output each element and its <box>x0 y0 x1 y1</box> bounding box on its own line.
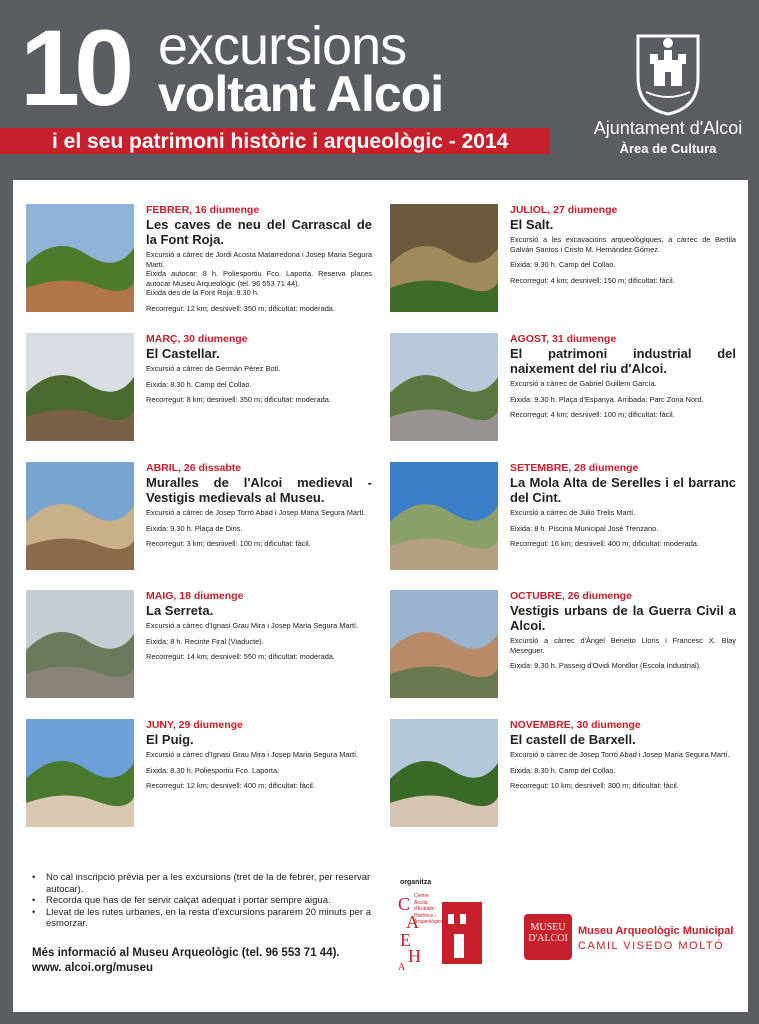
website-link[interactable]: www. alcoi.org/museu <box>32 962 153 974</box>
excursion-detail: Recorregut: 4 km; desnivell: 150 m; dificultat: fàcil. <box>510 275 675 285</box>
caehaa-line: d'Estudis <box>414 906 435 912</box>
title-number: 10 <box>20 7 129 128</box>
excursion-photo <box>26 333 134 441</box>
excursion-title: Les caves de neu del Carrascal de la Font Roja. <box>146 217 372 247</box>
museu-sub: CAMIL VISEDO MOLTÓ <box>578 940 725 952</box>
svg-text:C: C <box>398 894 411 914</box>
excursion-date: JULIOL, 27 diumenge <box>510 204 618 216</box>
excursion-text <box>146 204 372 313</box>
excursion-date: AGOST, 31 diumenge <box>510 333 617 345</box>
excursion-text <box>510 719 736 791</box>
excursion-title: La Serreta. <box>146 603 214 618</box>
excursion-detail: Recorregut: 10 km; desnivell: 300 m; dificultat: fàcil. <box>510 781 679 790</box>
excursion-date: OCTUBRE, 26 diumenge <box>510 590 632 602</box>
subtitle-band <box>0 128 550 154</box>
excursion-photo <box>390 719 498 827</box>
more-info: Més informació al Museu Arqueològic (tel. 96 553 71 44). <box>32 947 340 959</box>
organiza-label: organitza <box>400 879 432 886</box>
excursion-detail: Excursió a càrrec de Germán Pérez Botí. <box>146 364 281 373</box>
excursion-item <box>26 719 371 831</box>
caehaa-line: Alcoià <box>414 899 428 906</box>
excursion-detail: Eixida: 9.30 h. Plaça de Dins. <box>146 523 243 533</box>
excursion-date: FEBRER, 16 diumenge <box>146 204 260 216</box>
excursion-photo <box>26 204 134 312</box>
excursion-item <box>26 333 371 445</box>
excursion-item <box>390 333 735 445</box>
excursion-item <box>26 590 371 702</box>
content-panel <box>13 180 748 1012</box>
excursion-title: Muralles de l'Alcoi medieval - Vestigis medievals al Museu. <box>146 475 372 505</box>
excursion-detail: Recorregut: 12 km; desnivell: 350 m; dificultat: moderada. <box>146 303 335 313</box>
museu-badge-line: MUSEU <box>530 922 566 933</box>
excursion-detail: Recorregut: 16 km; desnivell: 400 m; dificultat: moderada. <box>510 539 699 548</box>
poster-header <box>0 0 759 178</box>
excursion-detail: Eixida: 8.30 h. Camp del Collao. <box>510 765 616 775</box>
excursion-item <box>26 204 371 316</box>
excursion-detail: Excursió a càrrec d'Àngel Beneito Lloris i Francesc X. Blay Meseguer. <box>510 636 736 655</box>
excursion-date: MARÇ, 30 diumenge <box>146 333 248 345</box>
excursion-item <box>390 462 735 574</box>
note-item: • No cal inscripció prèvia per a les excursions (tret de la de febrer, per reservar autocar). <box>30 872 380 895</box>
excursion-text <box>146 590 372 662</box>
excursion-detail: Excursió a càrrec de Gabriel Guillem García. <box>510 379 657 388</box>
excursion-detail: Recorregut: 4 km; desnivell: 100 m; dificultat: fàcil. <box>510 410 675 419</box>
excursion-photo <box>390 333 498 441</box>
excursion-detail: Excursió a càrrec de Josep Torró Abad i Josep Maria Segura Martí. <box>510 750 730 759</box>
svg-text:A: A <box>398 962 406 970</box>
excursion-detail: Eixida: 8.30 h. Camp del Collao. <box>146 379 252 389</box>
excursion-text <box>146 462 372 549</box>
city-shield-icon <box>632 30 704 116</box>
excursion-title: El castell de Barxell. <box>510 732 636 747</box>
excursion-detail: Recorregut: 3 km; desnivell: 100 m; dificultat: fàcil. <box>146 539 311 548</box>
excursion-text <box>510 462 736 549</box>
excursion-detail: Eixida: 9.30 h. Passeig d'Ovidi Montllor (Escola Industrial). <box>510 661 702 670</box>
note-item: • Recorda que has de fer servir calçat adequat i portar sempre aigua. <box>30 895 380 907</box>
excursion-title: El Castellar. <box>146 346 220 361</box>
ajuntament-logo <box>586 30 750 160</box>
excursion-detail: Recorregut: 12 km; desnivell: 400 m; dificultat: fàcil. <box>146 781 315 790</box>
excursion-item <box>390 719 735 831</box>
caehaa-text <box>414 893 454 926</box>
excursion-item <box>390 204 735 316</box>
excursion-detail: Eixida: 8 h. Piscina Municipal José Trenzano. <box>510 523 659 533</box>
subtitle: i el seu patrimoni històric i arqueològic - 2014 <box>52 130 509 153</box>
caehaa-line: Històrics i <box>414 912 436 919</box>
ajuntament-name: Ajuntament d'Alcoi <box>593 118 743 138</box>
excursion-text <box>510 333 736 420</box>
excursion-title: El Salt. <box>510 217 554 232</box>
excursion-detail: Excursió a càrrec de Julio Trelis Martí. <box>510 508 636 517</box>
excursion-item <box>26 462 371 574</box>
museu-badge-line: D'ALCOI <box>528 933 568 944</box>
excursion-detail: Eixida: 9.30 h. Camp del Collao. <box>510 260 616 269</box>
notes-list <box>30 872 380 930</box>
excursion-photo <box>26 719 134 827</box>
excursion-detail: Excursió a càrrec d'Ignasi Grau Mira i Josep Maria Segura Martí. <box>146 750 359 759</box>
excursion-date: SETEMBRE, 28 diumenge <box>510 462 639 474</box>
excursion-detail: Eixida: 8 h. Recinte Firal (Viaducte). <box>146 636 264 646</box>
svg-text:A: A <box>406 912 419 932</box>
note-item: • Llevat de les rutes urbanes, en la resta d'excursions pararem 20 minuts per a esmorzar. <box>30 907 380 930</box>
excursion-text <box>146 719 372 791</box>
excursion-item <box>390 590 735 702</box>
excursion-text <box>146 333 372 405</box>
excursion-title: El patrimoni industrial del naixement del riu d'Alcoi. <box>510 346 736 376</box>
museu-badge <box>524 914 572 960</box>
excursion-detail: Eixida: 8.30 h. Poliesportiu Fco. Laporta. <box>146 765 280 775</box>
excursion-text <box>510 590 736 671</box>
caehaa-line: Centre <box>414 893 430 899</box>
excursion-detail: Excursió a càrrec de Josep Torró Abad i Josep Maria Segura Martí. <box>146 508 366 517</box>
excursion-date: MAIG, 18 diumenge <box>146 590 244 602</box>
area-cultura: Àrea de Cultura <box>619 141 717 156</box>
title-line-2: voltant Alcoi <box>158 66 444 122</box>
svg-text:H: H <box>408 946 421 966</box>
excursion-photo <box>26 590 134 698</box>
svg-text:E: E <box>400 930 411 950</box>
excursion-date: NOVEMBRE, 30 diumenge <box>510 719 641 731</box>
excursion-photo <box>390 204 498 312</box>
excursion-date: JUNY, 29 diumenge <box>146 719 243 731</box>
excursion-title: El Puig. <box>146 732 194 747</box>
excursion-title: La Mola Alta de Serelles i el barranc del Cint. <box>510 475 736 505</box>
excursion-detail: Recorregut: 8 km; desnivell: 350 m; dificultat: moderada. <box>146 395 331 404</box>
excursion-detail: Eixida: 9.30 h. Plaça d'Espanya. Arribada: Parc Zona Nord. <box>510 394 704 404</box>
excursion-text <box>510 204 736 285</box>
excursion-detail: Excursió a càrrec d'Ignasi Grau Mira i Josep Maria Segura Martí. <box>146 621 359 630</box>
more-info-block <box>32 946 340 976</box>
excursion-photo <box>390 462 498 570</box>
museu-name: Museu Arqueològic Municipal <box>578 925 734 937</box>
excursion-photo <box>390 590 498 698</box>
excursion-date: ABRIL, 26 dissabte <box>146 462 242 474</box>
caehaa-line: Arqueològics <box>414 919 443 925</box>
excursion-photo <box>26 462 134 570</box>
title-line-1: excursions <box>158 16 407 76</box>
excursion-detail: Recorregut: 14 km; desnivell: 550 m; dificultat: moderada. <box>146 652 335 661</box>
excursion-detail: Excursió a les excavacions arqueològiques, a càrrec de Bertila Galván Santos i Cristo M. Hernández Gómez. <box>510 235 736 254</box>
excursion-title: Vestigis urbans de la Guerra Civil a Alcoi. <box>510 603 736 633</box>
excursion-detail: Excursió a càrrec de Jordi Acosta Matarredona i Josep Maria Segura Martí. Eixida autocar: 8 h. Poliesportiu Fco. Laporta. Reserva places autocar Museu Arqueològic (tel. 96 553 71 44). Eixida des de la Font Roja: 8.30 h. <box>146 250 372 297</box>
museu-logo <box>524 910 744 966</box>
